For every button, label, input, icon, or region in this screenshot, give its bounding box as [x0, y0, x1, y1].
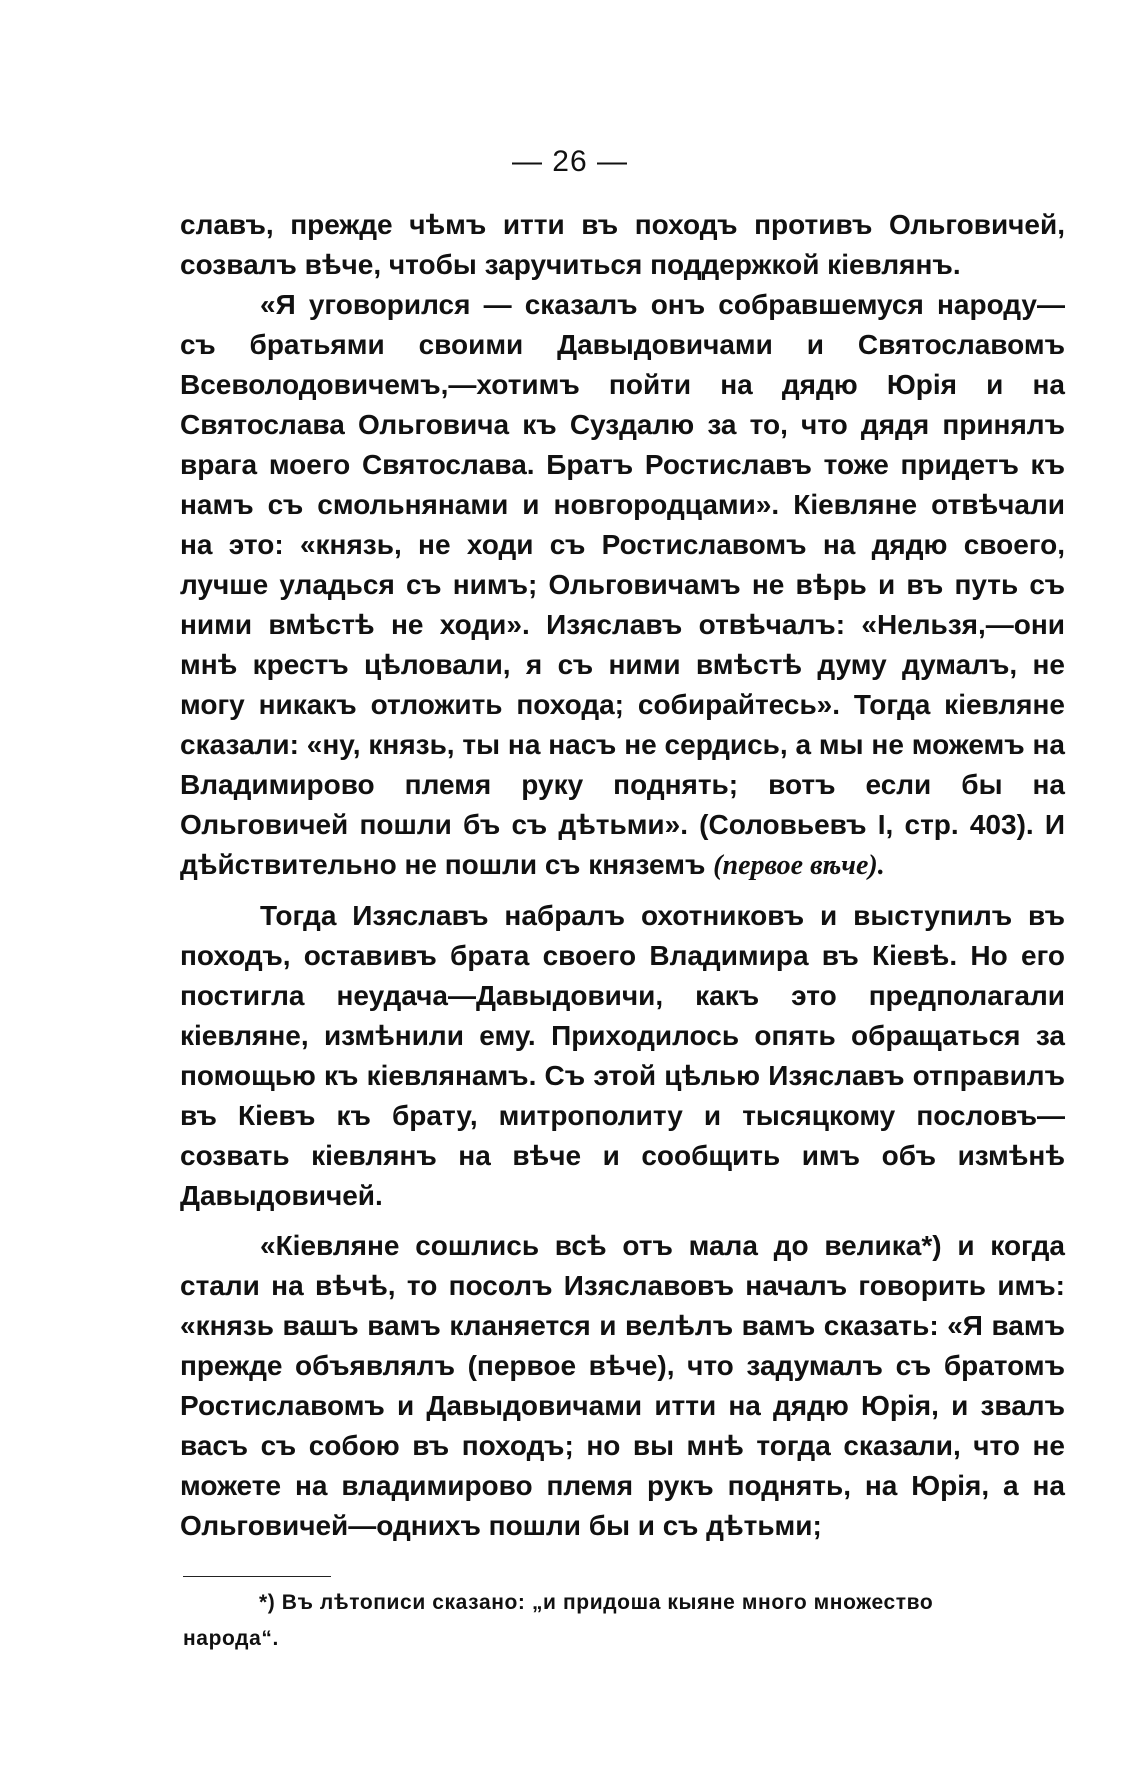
first-veche-italic-note: (первое вѣче).: [713, 850, 885, 881]
paragraph-envoy-speech: «Кіевляне сошлись всѣ отъ мала до велика*) и когда стали на вѣчѣ, то посолъ Изяславовъ началъ говорить имъ: «князь вашъ вамъ кланяется и велѣлъ вамъ сказать: «Я вамъ прежде объявлялъ (первое вѣче), что задумалъ съ братомъ Ростиславомъ и Давыдовичами итти на дядю Юрія, и звалъ васъ съ собою въ походъ; но вы мнѣ тогда сказали, что не можете на владимирово племя рукъ поднять, на Юрія, а на Ольговичей—однихъ пошли бы и съ дѣтьми;: [180, 1230, 1065, 1541]
body-text: [180, 205, 1065, 1546]
footnote-line-2: народа“.: [183, 1627, 279, 1650]
paragraph-first-veche: [180, 285, 1065, 886]
footnote-line-1: *) Въ лѣтописи сказано: „и придоша кыяне много множество: [259, 1591, 934, 1614]
footnote: [183, 1585, 1065, 1657]
footnote-divider: [183, 1576, 331, 1577]
paragraph-first-veche-text: «Я уговорился — сказалъ онъ собравшемуся народу—съ братьями своими Давыдовичами и Святославомъ Всеволодовичемъ,—хотимъ пойти на дядю Юрія и на Святослава Ольговича къ Суздалю за то, что дядя принялъ врага моего Святослава. Братъ Ростиславъ тоже придетъ къ намъ съ смольнянами и новгородцами». Кіевляне отвѣчали на это: «князь, не ходи съ Ростиславомъ на дядю своего, лучше уладься съ нимъ; Ольговичамъ не вѣрь и въ путь съ ними вмѣстѣ не ходи». Изяславъ отвѣчалъ: «Нельзя,—они мнѣ крестъ цѣловали, я съ ними вмѣстѣ думу думалъ, не могу никакъ отложить похода; собирайтесь». Тогда кіевляне сказали: «ну, князь, ты на насъ не сердись, а мы не можемъ на Владимирово племя руку поднять; вотъ если бы на Ольговичей пошли бъ съ дѣтьми». (Соловьевъ I, стр. 403). И дѣйствительно не пошли съ княземъ: [180, 289, 1065, 880]
page-number: — 26 —: [511, 145, 629, 178]
paragraph-continuation: славъ, прежде чѣмъ итти въ походъ противъ Ольговичей, созвалъ вѣче, чтобы заручиться поддержкой кіевлянъ.: [180, 209, 1065, 280]
paragraph-campaign: Тогда Изяславъ набралъ охотниковъ и выступилъ въ походъ, оставивъ брата своего Владимира въ Кіевѣ. Но его постигла неудача—Давыдовичи, какъ это предполагали кіевляне, измѣнили ему. Приходилось опять обращаться за помощью къ кіевлянамъ. Съ этой цѣлью Изяславъ отправилъ въ Кіевъ къ брату, митрополиту и тысяцкому пословъ—созвать кіевлянъ на вѣче и сообщить имъ объ измѣнѣ Давыдовичей.: [180, 900, 1065, 1211]
